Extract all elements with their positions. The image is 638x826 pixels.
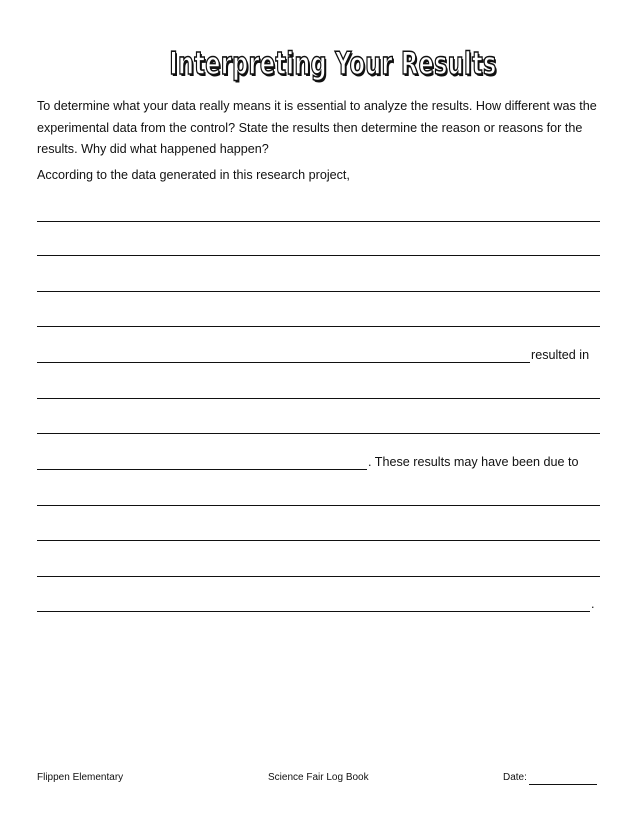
answer-line-7 [37,416,600,434]
answer-line-2 [37,238,600,256]
answer-line-6 [37,381,600,399]
answer-line-11 [37,559,600,577]
answer-line-9 [37,488,600,506]
answer-line-10 [37,523,600,541]
closing-period: . [591,597,595,611]
date-blank[interactable] [529,773,597,785]
answer-blank[interactable] [37,526,600,541]
answer-blank[interactable] [37,562,600,577]
lead-sentence: According to the data generated in this research project, [37,168,350,182]
answer-line-3 [37,274,600,292]
answer-blank[interactable] [37,241,600,256]
answer-line-12 [37,594,595,612]
resulted-in-text: resulted in [531,348,590,362]
date-label: Date: [503,772,527,783]
answer-blank[interactable] [37,277,600,292]
answer-blank[interactable] [37,384,600,399]
answer-blank[interactable] [37,312,600,327]
answer-line-4 [37,309,600,327]
answer-blank[interactable] [37,419,600,434]
due-to-text: . These results may have been due to [368,455,579,469]
page-title: Interpreting Your Results [169,46,497,82]
answer-line-5 [37,345,589,363]
answer-line-1 [37,204,600,222]
answer-blank[interactable] [37,455,367,470]
answer-blank[interactable] [37,597,590,612]
answer-blank[interactable] [37,207,600,222]
answer-blank[interactable] [37,348,530,363]
footer-book-title: Science Fair Log Book [268,772,369,783]
footer-date [503,771,597,785]
answer-blank[interactable] [37,491,600,506]
answer-line-8 [37,452,579,470]
footer-school: Flippen Elementary [37,772,124,783]
instructions-paragraph: To determine what your data really means it is essential to analyze the results. How different was the experimental data from the control? State the results then determine the reason or reasons for the results. Why did what happened happen? [37,99,597,156]
